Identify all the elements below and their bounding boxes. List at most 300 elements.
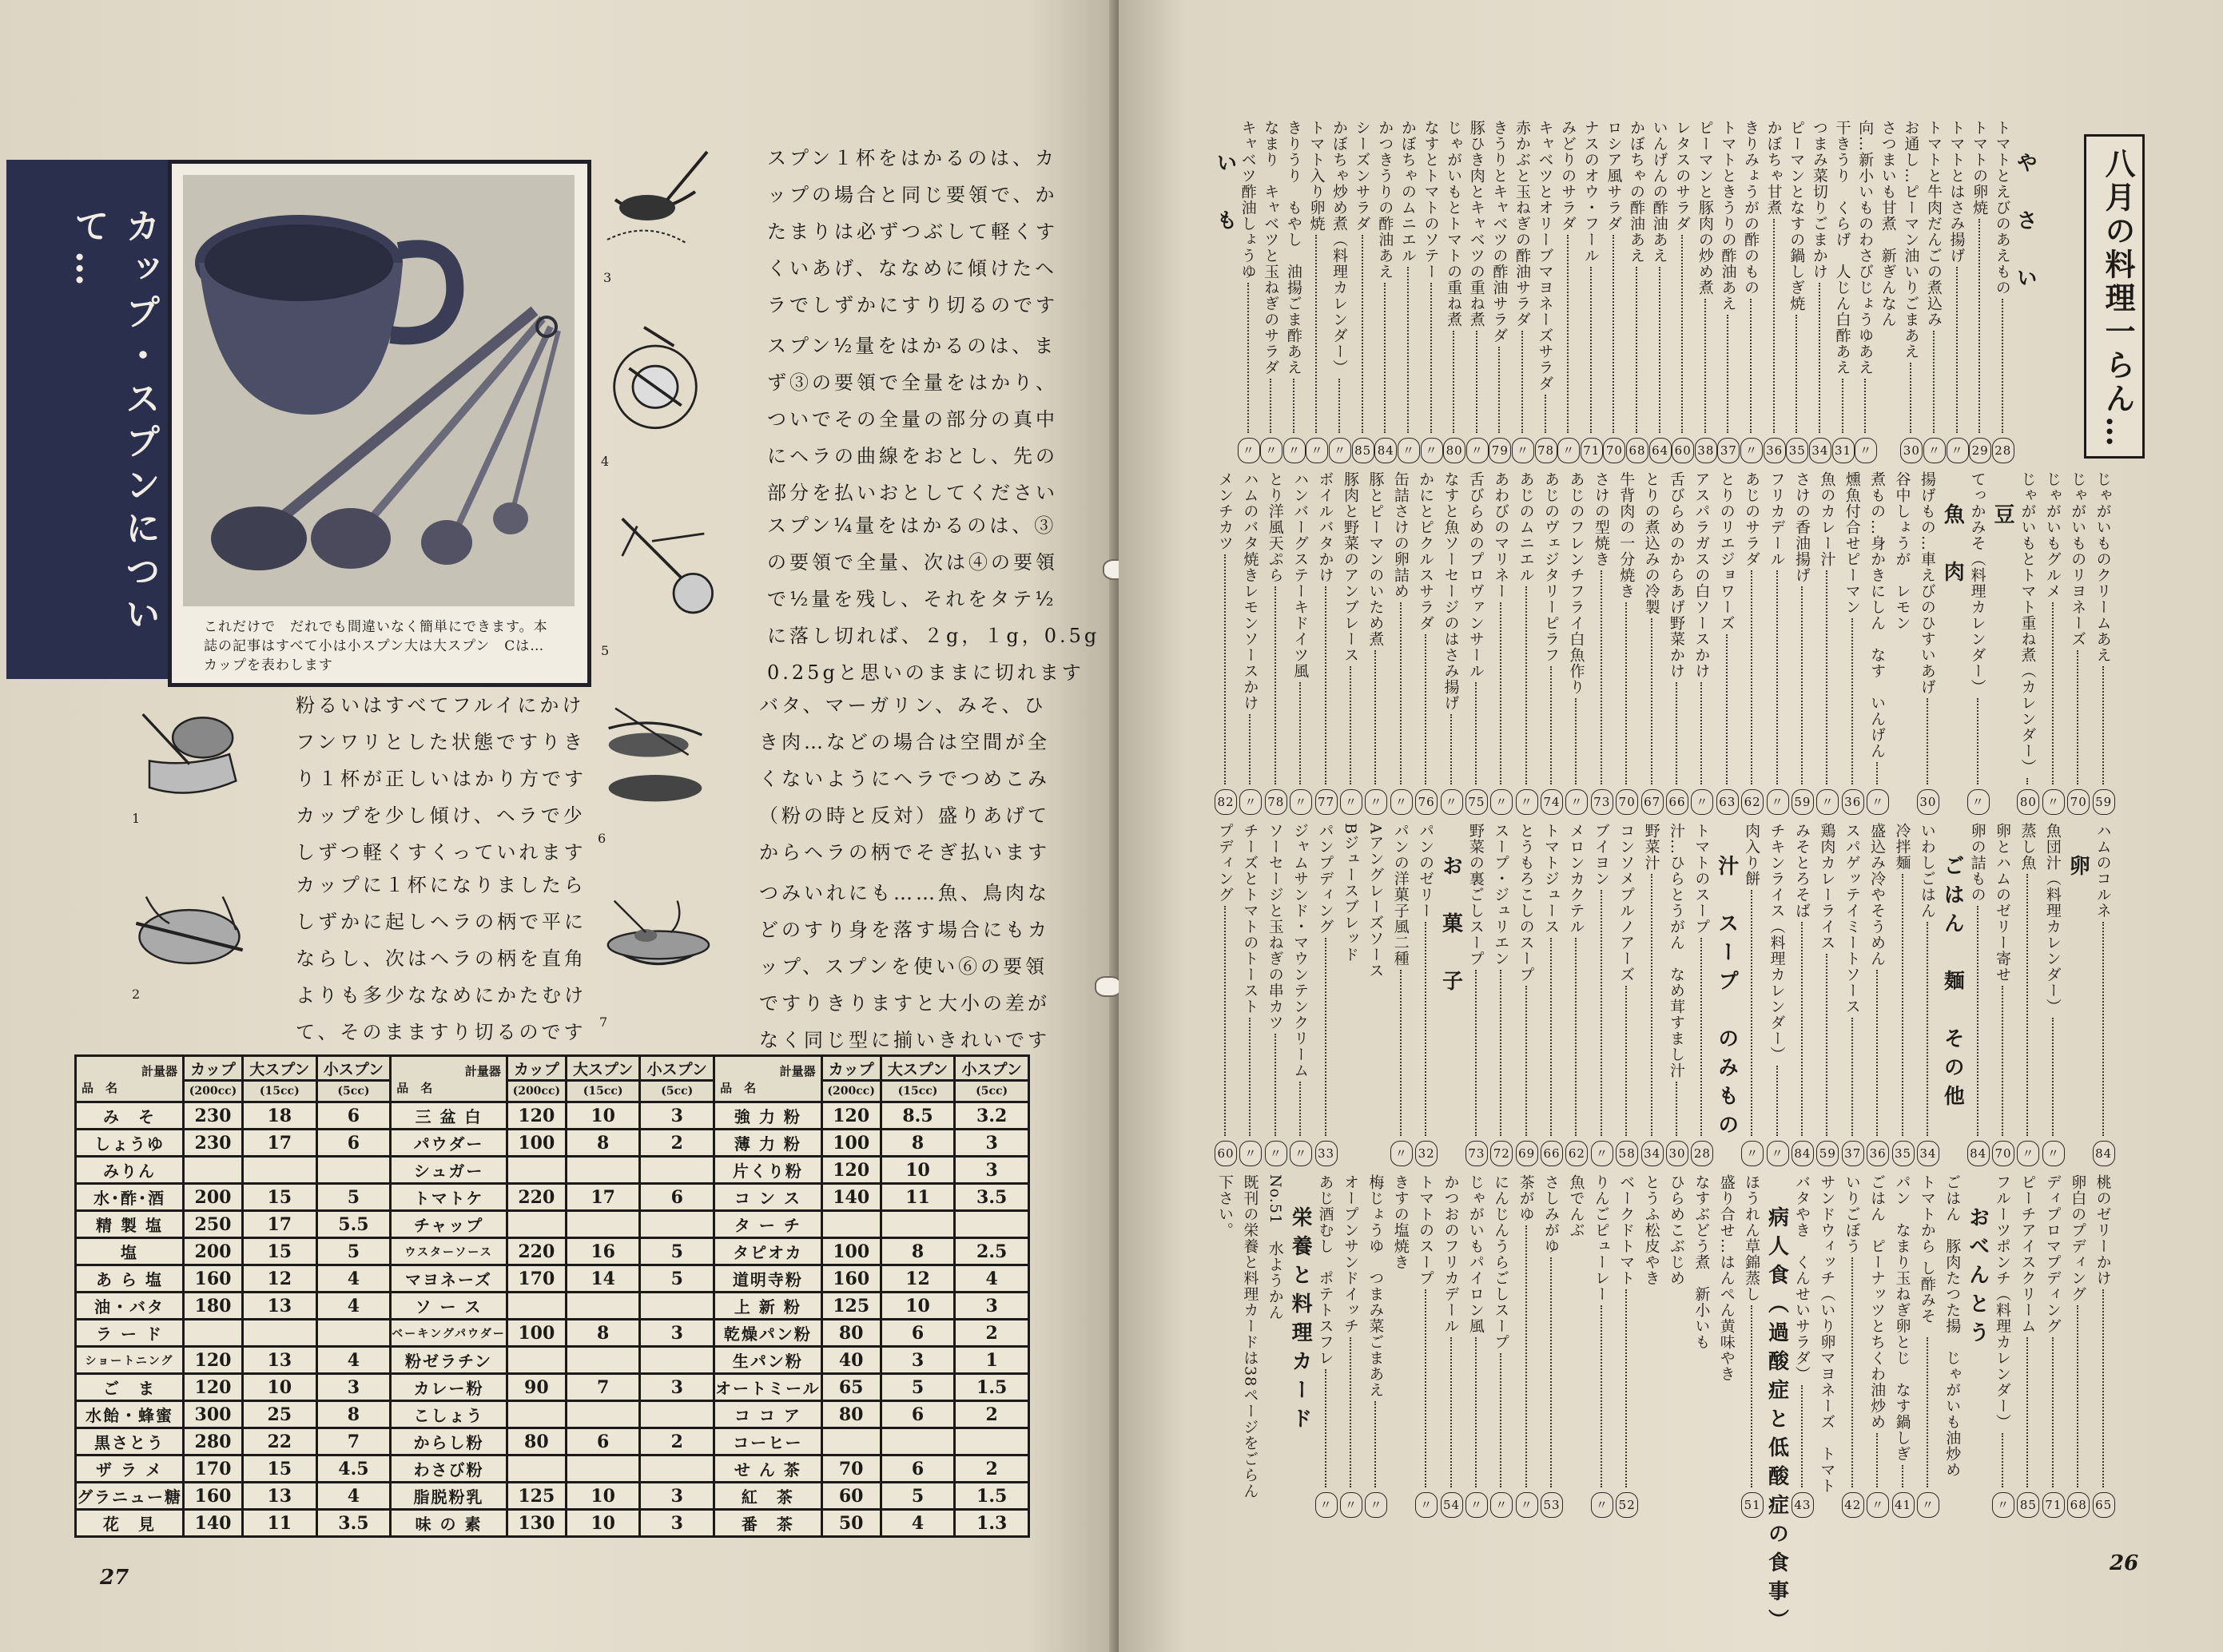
- entry-text: 舌びらめのからあげ野菜かけ: [1668, 471, 1685, 679]
- item-name-cell: こしょう: [391, 1401, 507, 1428]
- page-ref: 〃: [2042, 1141, 2065, 1166]
- toc-entry: [1740, 120, 1762, 463]
- toc-band: [1167, 471, 2151, 815]
- dot-leader: [1525, 586, 1527, 784]
- entry-text: フルーツポンチ（料理カレンダー）: [1994, 1174, 2012, 1430]
- toc-entry: [1900, 120, 1922, 463]
- value-cell: 11: [881, 1184, 955, 1211]
- dot-leader: [1453, 331, 1454, 433]
- entry-text: 揚げもの…車えびのひすいあげ: [1918, 471, 1936, 695]
- page-ref: 65: [2093, 1492, 2115, 1518]
- entry-text: いわしごはん: [1918, 823, 1936, 919]
- value-cell: 80: [507, 1428, 566, 1455]
- value-cell: 10: [881, 1293, 955, 1320]
- toc-entry: [1490, 1174, 1513, 1518]
- entry-text: シーズンサラダ: [1353, 120, 1371, 232]
- page-ref: 84: [2093, 1141, 2115, 1166]
- dot-leader: [1500, 602, 1501, 784]
- value-cell: 125: [507, 1483, 566, 1510]
- value-cell: 6: [881, 1320, 955, 1347]
- dot-leader: [2052, 1018, 2054, 1136]
- toc-entry: [1516, 823, 1539, 1166]
- page-number-left: 27: [100, 1566, 129, 1590]
- dot-leader: [1851, 1018, 1853, 1136]
- value-cell: 2.5: [955, 1238, 1029, 1265]
- value-cell: 3: [640, 1510, 714, 1537]
- entry-text: とりの煮込みの冷製: [1642, 471, 1660, 615]
- value-cell: 140: [821, 1184, 881, 1211]
- side-title-box: [6, 160, 174, 679]
- item-name-cell: 薄 力 粉: [714, 1130, 822, 1157]
- toc-entry: [1842, 471, 1865, 815]
- value-cell: 4: [316, 1483, 391, 1510]
- dot-leader: [2026, 1337, 2028, 1487]
- value-cell: 70: [821, 1455, 881, 1483]
- toc-entry: [2067, 1174, 2090, 1518]
- value-cell: [566, 1293, 640, 1320]
- toc-entry: [1967, 823, 1990, 1166]
- value-cell: 5: [881, 1374, 955, 1401]
- dot-leader: [1315, 235, 1317, 433]
- toc-entry: [1816, 823, 1839, 1166]
- value-cell: 4: [316, 1265, 391, 1293]
- value-cell: [640, 1455, 714, 1483]
- toc-entry: [1992, 120, 2014, 463]
- item-name-cell: タピオカ: [714, 1238, 822, 1265]
- entry-text: 冷拌麺: [1893, 823, 1911, 871]
- entry-text: 魚のカレー汁: [1818, 471, 1836, 567]
- item-name-cell: 精 製 塩: [76, 1211, 184, 1238]
- value-cell: 2: [955, 1320, 1029, 1347]
- value-cell: 2: [955, 1455, 1029, 1483]
- value-cell: [821, 1211, 881, 1238]
- toc-entry: [1315, 1174, 1338, 1518]
- item-name-cell: チャップ: [391, 1211, 507, 1238]
- entry-text: 干きうり くらげ 人じん白酢あえ: [1833, 120, 1851, 375]
- entry-text: ブイヨン: [1592, 823, 1610, 887]
- entry-text: じゃがいものリヨネーズ: [2069, 471, 2087, 647]
- dot-leader: [1374, 650, 1376, 784]
- page-ref: 〃: [1239, 1141, 1262, 1166]
- toc-entry: [1415, 823, 1438, 1166]
- dot-leader: [1676, 1082, 1677, 1136]
- page-ref: 〃: [1365, 789, 1387, 815]
- item-name-cell: 脂脱粉乳: [391, 1483, 507, 1510]
- table-row: [76, 1157, 1029, 1184]
- dot-leader: [1727, 315, 1728, 433]
- entry-text: 豚ひき肉とキャベツの重ね煮: [1467, 120, 1485, 328]
- toc-entry: [1238, 120, 1259, 463]
- toc-entry: [2017, 471, 2040, 815]
- toc-entry: [1415, 471, 1438, 815]
- entry-text: 盛込み冷やそうめん: [1868, 823, 1887, 967]
- dot-leader: [2102, 666, 2104, 784]
- dot-leader: [1498, 347, 1500, 433]
- item-name-cell: 油・バタ: [76, 1293, 184, 1320]
- entry-text: いりごぼう: [1843, 1174, 1861, 1254]
- item-name-cell: しょうゆ: [76, 1130, 184, 1157]
- entry-text: お通し…ピーマン油いりごまあえ: [1902, 120, 1920, 359]
- page-ref: 〃: [1421, 438, 1443, 463]
- entry-text: ナスのオウ・フール: [1581, 120, 1600, 264]
- dot-leader: [1751, 570, 1752, 784]
- value-cell: [243, 1157, 317, 1184]
- page-ref: 33: [1315, 1141, 1338, 1166]
- page-ref: 79: [1489, 438, 1511, 463]
- toc-entry: [2042, 1174, 2066, 1518]
- page-ref: 〃: [1516, 789, 1538, 815]
- page-ref: 77: [1315, 789, 1338, 815]
- value-cell: 15: [243, 1238, 317, 1265]
- item-name-cell: 粉ゼラチン: [391, 1347, 507, 1374]
- value-cell: [566, 1455, 640, 1483]
- dot-leader: [1325, 586, 1326, 784]
- page-ref: 〃: [1283, 438, 1306, 463]
- entry-text: いんげんの酢油あえ: [1650, 120, 1668, 264]
- page-ref: 42: [1842, 1492, 1864, 1518]
- toc-entry: [2017, 823, 2040, 1166]
- entry-text: バタやき くんせいサラダ）: [1792, 1174, 1811, 1382]
- entry-text: 牛背肉の一分焼き: [1617, 471, 1636, 599]
- entry-text: きりうり もやし 油揚ごま酢あえ: [1284, 120, 1302, 375]
- value-cell: 14: [566, 1265, 640, 1293]
- page-ref: 78: [1265, 789, 1287, 815]
- toc-entry: [1290, 471, 1313, 815]
- item-name-cell: シュガー: [391, 1157, 507, 1184]
- measuring-cup-photo: [183, 175, 575, 606]
- value-cell: 3.5: [955, 1184, 1029, 1211]
- toc-entry: [1329, 120, 1350, 463]
- dot-leader: [1249, 1018, 1251, 1136]
- entry-text: 既刊の栄養と料理カードは38ページをごらん: [1241, 1174, 1259, 1499]
- toc-entry: [1465, 471, 1489, 815]
- entry-text: 野菜の裏ごしスープ: [1466, 823, 1485, 967]
- entry-text: 舌びらめのプロヴァンサール: [1466, 471, 1485, 679]
- dot-leader: [1876, 762, 1878, 784]
- dot-leader: [1956, 267, 1958, 433]
- toc-entry: [1466, 120, 1488, 463]
- entry-text: 下さい。: [1216, 1174, 1234, 1238]
- value-cell: 5: [316, 1238, 391, 1265]
- page-ref: 〃: [1390, 789, 1413, 815]
- dot-leader: [1625, 1289, 1627, 1487]
- toc-entry: [1842, 823, 1865, 1166]
- entry-text: さけの型焼き: [1592, 471, 1610, 567]
- page-ref: 34: [1809, 438, 1831, 463]
- value-cell: 8: [881, 1238, 955, 1265]
- table-row: [76, 1238, 1029, 1265]
- entry-text: パンのゼリー: [1417, 823, 1435, 919]
- dot-leader: [1927, 922, 1928, 1136]
- table-row: [76, 1347, 1029, 1374]
- dot-leader: [1601, 890, 1602, 1136]
- value-cell: [507, 1455, 566, 1483]
- dot-leader: [2077, 650, 2078, 784]
- page-ref: 〃: [1691, 789, 1713, 815]
- entry-text: なすぶどう煮 新小いも: [1692, 1174, 1711, 1350]
- dot-leader: [1851, 618, 1853, 784]
- dot-leader: [1476, 331, 1477, 433]
- page-ref: 73: [1591, 789, 1613, 815]
- toc-section-heading: [1942, 471, 1965, 815]
- page-ref: 32: [1415, 1141, 1438, 1166]
- toc-entry: [1315, 471, 1338, 815]
- entry-text: 谷中しょうが レモン: [1893, 471, 1911, 631]
- value-cell: [955, 1428, 1029, 1455]
- value-cell: [566, 1211, 640, 1238]
- page-ref: 〃: [1290, 789, 1312, 815]
- page-ref: 〃: [1591, 1141, 1613, 1166]
- item-name-cell: コーヒー: [714, 1428, 822, 1455]
- dot-leader: [1751, 890, 1752, 1136]
- section-heading-text: おべんとう: [1965, 1206, 1990, 1350]
- entry-text: つまみ菜切りごまかけ: [1810, 120, 1828, 280]
- dot-leader: [1625, 602, 1627, 784]
- toc-entry: [1390, 823, 1414, 1166]
- dot-leader: [1275, 1034, 1276, 1136]
- page-number-right: 26: [2110, 1551, 2139, 1575]
- entry-text: メロンカクテル: [1567, 823, 1585, 935]
- dot-leader: [1726, 634, 1728, 784]
- value-cell: [881, 1211, 955, 1238]
- toc-entry: [1306, 120, 1327, 463]
- item-name-cell: 強 力 粉: [714, 1102, 822, 1130]
- value-cell: 2: [640, 1428, 714, 1455]
- value-cell: 170: [507, 1265, 566, 1293]
- dot-leader: [2102, 922, 2104, 1136]
- entry-text: きうりとキャベツの酢油サラダ: [1490, 120, 1509, 344]
- page-ref: 〃: [1917, 1492, 1939, 1518]
- dot-leader: [1933, 331, 1935, 433]
- dot-leader: [1450, 714, 1452, 784]
- item-name-cell: 生パン粉: [714, 1347, 822, 1374]
- toc-entry: [1649, 120, 1671, 463]
- section-heading-text: お 菓 子: [1438, 855, 1463, 999]
- value-cell: 180: [184, 1293, 243, 1320]
- page-ref: 〃: [1465, 1492, 1488, 1518]
- item-name-cell: 水飴・蜂蜜: [76, 1401, 184, 1428]
- item-name-cell: 三 盆 白: [391, 1102, 507, 1130]
- value-cell: 120: [821, 1157, 881, 1184]
- dot-leader: [1521, 331, 1523, 433]
- measurement-table: [74, 1054, 1030, 1538]
- page-ref: 85: [1352, 438, 1374, 463]
- toc-entry: [1855, 120, 1876, 463]
- page-ref: 34: [1641, 1141, 1664, 1166]
- toc-entry: [1516, 471, 1539, 815]
- entry-text: ピーマンとなすの鍋しぎ焼: [1788, 120, 1806, 312]
- toc-entry: [1878, 120, 1899, 463]
- entry-text: ソーセージと玉ねぎの串カツ: [1266, 823, 1284, 1031]
- value-cell: 280: [184, 1428, 243, 1455]
- page-ref: 28: [1992, 438, 2014, 463]
- page-ref: 〃: [1238, 438, 1260, 463]
- value-cell: 3: [640, 1102, 714, 1130]
- value-cell: [955, 1211, 1029, 1238]
- value-cell: 12: [243, 1265, 317, 1293]
- page-ref: 62: [1565, 1141, 1588, 1166]
- item-name-cell: マヨネーズ: [391, 1265, 507, 1293]
- toc-entry: [1315, 823, 1338, 1166]
- dot-leader: [1801, 922, 1803, 1136]
- toc-section-heading: [1992, 471, 2015, 815]
- toc-entry: [1816, 1174, 1839, 1518]
- value-cell: 100: [507, 1320, 566, 1347]
- page-ref: 80: [1443, 438, 1465, 463]
- entry-text: ハンバーグステーキドイツ風: [1291, 471, 1310, 679]
- toc-entry: [1512, 120, 1533, 463]
- toc-entry: [1239, 471, 1263, 815]
- entry-text: パンプディング: [1316, 823, 1334, 935]
- table-row: [76, 1265, 1029, 1293]
- page-ref: 30: [1900, 438, 1923, 463]
- toc-entry: [1541, 471, 1564, 815]
- value-cell: 200: [184, 1184, 243, 1211]
- entry-text: No.51 水ようかん: [1266, 1174, 1284, 1320]
- entry-text: ロシア風サラダ: [1605, 120, 1623, 232]
- toc-entry: [1390, 1174, 1414, 1518]
- paragraph-flour: 粉るいはすべてフルイにかけ フンワリとした状態ですりき り１杯が正しいはかり方です カップを少し傾け、ヘラで少 しずつ軽くすくっていれます: [296, 694, 587, 864]
- entry-text: きすの塩焼き: [1391, 1174, 1410, 1270]
- entry-text: トマトときうりの酢油あえ: [1719, 120, 1737, 312]
- page-ref: 〃: [1340, 789, 1362, 815]
- figure-6-butter-packing: [595, 699, 715, 811]
- item-name-cell: グラニュー糖: [76, 1483, 184, 1510]
- page-ref: 〃: [1415, 1492, 1438, 1518]
- entry-text: トマトと牛肉だんごの煮込み: [1924, 120, 1943, 328]
- dot-leader: [1475, 682, 1477, 784]
- table-row: [76, 1211, 1029, 1238]
- value-cell: [640, 1293, 714, 1320]
- toc-entry: [1415, 1174, 1438, 1518]
- value-cell: 230: [184, 1130, 243, 1157]
- value-cell: 3: [955, 1157, 1029, 1184]
- paragraph-fish-paste: つみいれにも……魚、鳥肉な どのすり身を落す場合にもカ ップ、スプンを使い⑥の要領 ですりきりますと大小の差が なく同じ型に揃いきれいです: [759, 882, 1050, 1051]
- entry-text: トマトとはさみ揚げ: [1947, 120, 1966, 264]
- table-row: [76, 1510, 1029, 1537]
- section-heading-text: 病人食（過酸症と低酸症の食事）: [1764, 1206, 1789, 1638]
- page-ref: 〃: [1867, 1492, 1889, 1518]
- entry-text: 赤かぶと玉ねぎの酢油サラダ: [1513, 120, 1531, 328]
- item-name-cell: タ ー チ: [714, 1211, 822, 1238]
- dot-leader: [1407, 267, 1409, 433]
- page-ref: 34: [1917, 1141, 1939, 1166]
- item-name-cell: コ コ ア: [714, 1401, 822, 1428]
- dot-leader: [1625, 986, 1627, 1136]
- entry-text: ごはん 豚肉たつた揚 じゃがいも油炒め: [1943, 1174, 1962, 1478]
- value-cell: [184, 1157, 243, 1184]
- item-name-cell: ショートニング: [76, 1347, 184, 1374]
- entry-text: きりみょうがの酢のもの: [1742, 120, 1760, 296]
- page-ref: 28: [1691, 1141, 1713, 1166]
- entry-text: あじのヴェジタリーピラフ: [1542, 471, 1561, 663]
- value-cell: 13: [243, 1483, 317, 1510]
- entry-text: 魚でんぶ: [1567, 1174, 1585, 1238]
- page-ref: 〃: [1512, 438, 1534, 463]
- column-header-cup: カップ: [184, 1056, 243, 1081]
- entry-text: かぼちゃのムニエル: [1398, 120, 1417, 264]
- entry-text: かつおのフリカデール: [1442, 1174, 1460, 1334]
- paragraph-spoon-half: スプン½量をはかるのは、ま ず③の要領で全量をはかり、 ついでその全量の部分の真中 にヘラの曲線をおとし、先の 部分を払いおとしてください: [767, 335, 1058, 504]
- toc-section-heading: [1290, 1174, 1313, 1518]
- dot-leader: [1773, 219, 1775, 433]
- table-corner-header: 計量器 品 名: [76, 1056, 184, 1102]
- dot-leader: [1636, 267, 1637, 433]
- toc-entry: [1215, 823, 1238, 1166]
- dot-leader: [1659, 267, 1660, 433]
- toc-entry: [1443, 120, 1465, 463]
- column-header-small-spoon: 小スプン: [955, 1056, 1029, 1081]
- toc-entry: [1239, 823, 1263, 1166]
- column-header-large-spoon: 大スプン: [881, 1056, 955, 1081]
- figure-number: 4: [601, 454, 610, 469]
- value-cell: 11: [243, 1510, 317, 1537]
- table-row: [76, 1102, 1029, 1130]
- toc-entry: [1340, 1174, 1363, 1518]
- section-heading-text: や さ い: [2013, 152, 2038, 296]
- dot-leader: [1776, 570, 1778, 784]
- dot-leader: [1475, 970, 1477, 1136]
- dot-leader: [1525, 1225, 1527, 1487]
- item-name-cell: オートミール: [714, 1374, 822, 1401]
- value-cell: [507, 1347, 566, 1374]
- page-ref: 35: [1786, 438, 1808, 463]
- unit-small-spoon: (5cc): [640, 1081, 714, 1102]
- toc-entry: [2042, 823, 2066, 1166]
- item-name-cell: ウスターソース: [391, 1238, 507, 1265]
- dot-leader: [2002, 299, 2003, 433]
- page-ref: 〃: [1992, 1492, 2014, 1518]
- entry-text: さしみがゆ: [1542, 1174, 1561, 1254]
- toc-entry: [1666, 823, 1689, 1166]
- toc-entry: [1892, 1174, 1915, 1518]
- figure-4-spoon-half: [595, 324, 715, 435]
- page-ref: 72: [1490, 1141, 1513, 1166]
- dot-leader: [1400, 970, 1402, 1136]
- entry-text: さけの香油揚げ: [1792, 471, 1811, 583]
- toc-entry: [1816, 471, 1839, 815]
- page-ref: 68: [1626, 438, 1648, 463]
- item-name-cell: あ ら 塩: [76, 1265, 184, 1293]
- dot-leader: [1575, 938, 1577, 1136]
- unit-cup: (200cc): [184, 1081, 243, 1102]
- toc-entry: [1716, 471, 1740, 815]
- page-ref: 60: [1672, 438, 1694, 463]
- page-ref: 〃: [1923, 438, 1946, 463]
- entry-text: 豚とピーマンのいため煮: [1366, 471, 1385, 647]
- dot-leader: [1902, 874, 1903, 1136]
- value-cell: 3: [640, 1483, 714, 1510]
- toc-entry: [1672, 120, 1693, 463]
- page-ref: 66: [1666, 789, 1688, 815]
- page-ref: 30: [1666, 1141, 1688, 1166]
- value-cell: 120: [184, 1374, 243, 1401]
- entry-text: あじのフレンチフライ白魚作り: [1567, 471, 1585, 695]
- toc-entry: [1603, 120, 1624, 463]
- figure-number: 6: [598, 831, 606, 846]
- value-cell: 6: [566, 1428, 640, 1455]
- toc-entry: [1691, 823, 1714, 1166]
- toc-entry: [1741, 823, 1764, 1166]
- value-cell: 250: [184, 1211, 243, 1238]
- page-ref: 〃: [1306, 438, 1328, 463]
- value-cell: 5: [316, 1184, 391, 1211]
- page-ref: 〃: [1290, 1141, 1312, 1166]
- dot-leader: [1927, 1337, 1928, 1487]
- dot-leader: [1450, 1337, 1452, 1487]
- paragraph-spoon-quarter: スプン¼量をはかるのは、③ の要領で全量、次は④の要領 で½量を残し、それをタテ½ に落し切れば、２g，１g，0.5g 0.25gと思いのままに切れます: [767, 514, 1100, 684]
- dot-leader: [1978, 219, 1980, 433]
